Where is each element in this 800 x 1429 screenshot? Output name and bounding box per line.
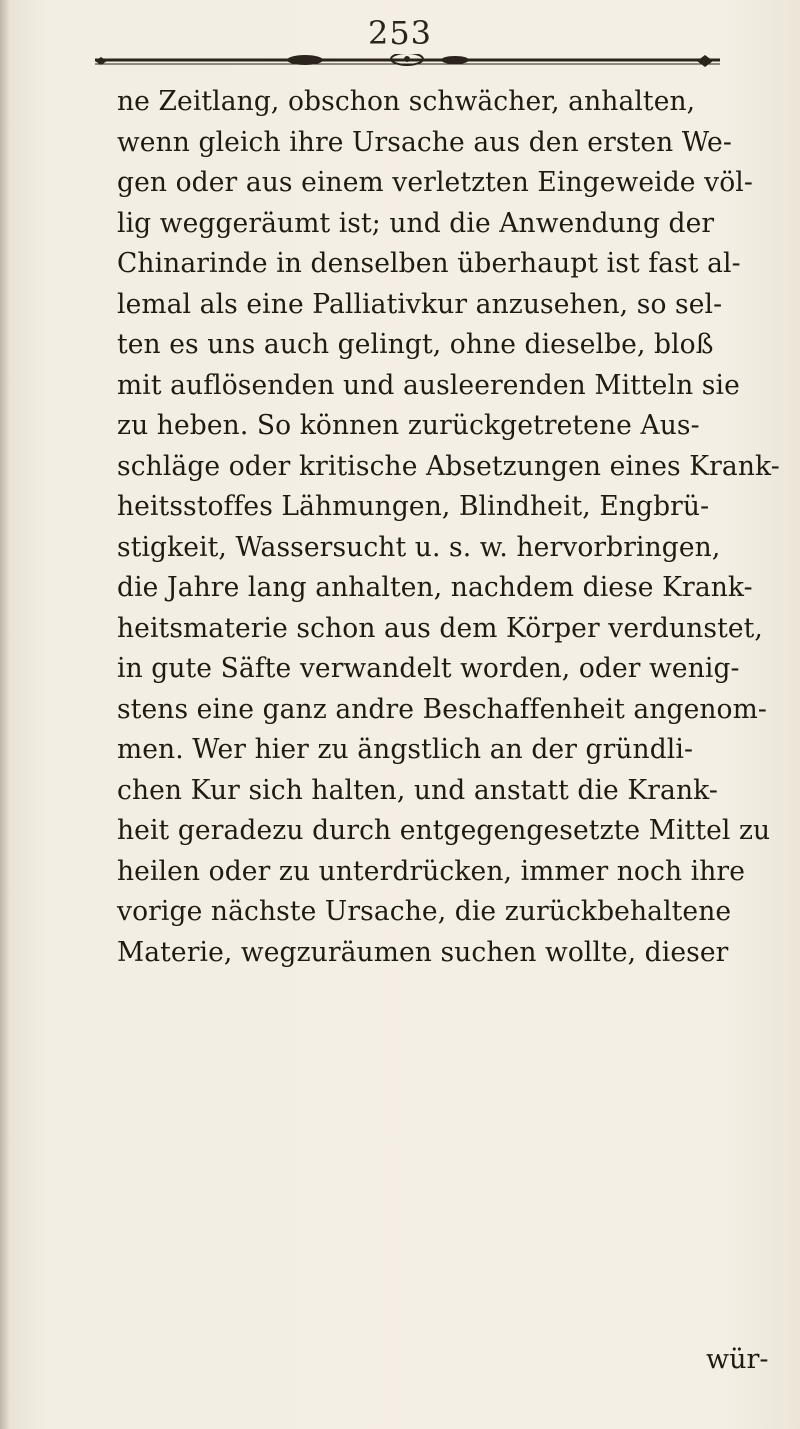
text-line: wenn gleich ihre Ursache aus den ersten We- <box>117 126 732 158</box>
text-line: lig weggeräumt ist; und die Anwendung der <box>117 207 715 239</box>
text-line: ten es uns auch gelingt, ohne dieselbe, bloß <box>117 329 714 360</box>
text-line: stigkeit, Wassersucht u. s. w. hervorbringen, <box>117 531 721 563</box>
text-line: stens eine ganz andre Beschaffenheit angenom- <box>117 693 767 725</box>
text-line: heitsstoffes Lähmungen, Blindheit, Engbrü- <box>117 491 710 522</box>
body-text <box>117 82 797 973</box>
text-line: heit geradezu durch entgegengesetzte Mittel zu <box>117 815 771 846</box>
text-line: ne Zeitlang, obschon schwächer, anhalten, <box>117 86 696 117</box>
page-gutter-edge <box>0 0 10 1429</box>
catchword: wür- <box>706 1344 769 1375</box>
text-line: schläge oder kritische Absetzungen eines Krank- <box>117 450 780 482</box>
text-line: lemal als eine Palliativkur anzusehen, so sel- <box>117 288 723 320</box>
header-ornament-rule <box>95 54 720 68</box>
page-number: 253 <box>367 14 433 52</box>
text-line: zu heben. So können zurückgetretene Aus- <box>117 410 700 441</box>
text-line: chen Kur sich halten, und anstatt die Krank- <box>117 774 718 806</box>
text-line: mit auflösenden und ausleerenden Mitteln sie <box>117 369 740 401</box>
text-line: Materie, wegzuräumen suchen wollte, dieser <box>117 936 729 968</box>
text-line: heilen oder zu unterdrücken, immer noch ihre <box>117 855 746 887</box>
text-line: heitsmaterie schon aus dem Körper verdunstet, <box>117 612 763 644</box>
text-line: in gute Säfte verwandelt worden, oder wenig- <box>117 653 740 684</box>
text-line: gen oder aus einem verletzten Eingeweide völ- <box>117 167 753 198</box>
text-line: die Jahre lang anhalten, nachdem diese Krank- <box>117 572 753 603</box>
text-line: men. Wer hier zu ängstlich an der gründli- <box>117 734 694 765</box>
text-line: Chinarinde in denselben überhaupt ist fast al- <box>117 248 741 279</box>
text-line: vorige nächste Ursache, die zurückbehaltene <box>117 896 732 927</box>
